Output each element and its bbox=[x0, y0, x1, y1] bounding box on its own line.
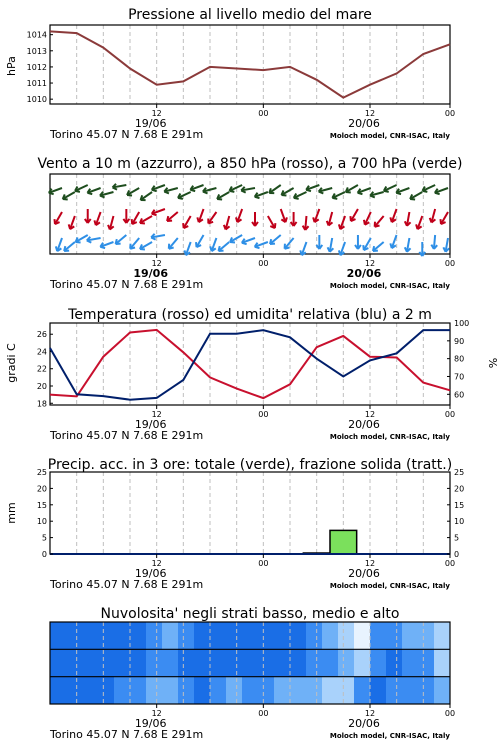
cloud-cell bbox=[98, 677, 115, 704]
cloud-cell bbox=[226, 677, 243, 704]
cloud-cell bbox=[386, 677, 403, 704]
y-tick-label: 18 bbox=[36, 399, 47, 409]
pressure-frame bbox=[50, 25, 450, 104]
x-date-label: 20/06 bbox=[348, 117, 380, 130]
wind-barb bbox=[255, 192, 268, 198]
y-tick-label: 20 bbox=[454, 484, 465, 494]
cloud-cell bbox=[50, 622, 67, 649]
wind-barb bbox=[350, 209, 358, 221]
wind-barb bbox=[300, 242, 306, 255]
cloud-panel bbox=[49, 606, 455, 741]
x-tick-label: 00 bbox=[258, 410, 269, 419]
cloud-cell bbox=[82, 622, 99, 649]
cloud-cell bbox=[354, 677, 371, 704]
x-tick-label: 12 bbox=[364, 559, 376, 568]
wind-barb bbox=[151, 234, 165, 240]
humidity-line bbox=[50, 330, 450, 400]
wind-barb bbox=[384, 185, 397, 192]
wind-barb bbox=[339, 242, 345, 255]
cloud-cell bbox=[322, 622, 339, 649]
cloud-cell bbox=[370, 677, 387, 704]
cloud-cell bbox=[82, 649, 99, 676]
cloud-cell bbox=[226, 622, 243, 649]
temperature-line bbox=[50, 330, 450, 398]
y-tick-label: 5 bbox=[454, 533, 460, 543]
cloud-cell bbox=[258, 677, 275, 704]
wind-barb bbox=[113, 184, 127, 190]
wind-barb bbox=[178, 192, 191, 199]
cloud-cell bbox=[130, 622, 147, 649]
x-tick-label: 00 bbox=[258, 559, 269, 568]
wind-barb bbox=[294, 192, 307, 199]
cloud-cell bbox=[210, 622, 227, 649]
cloud-cell bbox=[242, 677, 259, 704]
cloud-cell bbox=[322, 649, 339, 676]
wind-frame bbox=[50, 174, 450, 254]
wind-barb bbox=[269, 185, 280, 193]
cloud-cell bbox=[434, 649, 451, 676]
wind-barb bbox=[217, 192, 229, 200]
cloud-cell bbox=[370, 622, 387, 649]
x-date-label: 19/06 bbox=[133, 267, 168, 280]
cloud-cell bbox=[178, 649, 195, 676]
wind-barb bbox=[230, 235, 242, 243]
cloud-cell bbox=[306, 649, 323, 676]
precip-panel bbox=[5, 457, 464, 591]
cloud-cell bbox=[50, 677, 67, 704]
wind-barb bbox=[100, 242, 113, 248]
precip-ylabel: mm bbox=[5, 502, 18, 524]
y-tick-label: 10 bbox=[454, 517, 465, 527]
wind-barb bbox=[422, 185, 435, 192]
cloud-cell bbox=[418, 649, 435, 676]
cloud-cell bbox=[354, 649, 371, 676]
cloud-cell bbox=[354, 622, 371, 649]
cloud-cell bbox=[290, 677, 307, 704]
wind-barb bbox=[327, 212, 333, 226]
location-label: Torino 45.07 N 7.68 E 291m bbox=[50, 578, 204, 591]
y-tick-label: 0 bbox=[41, 550, 47, 559]
cloud-cell bbox=[114, 622, 131, 649]
cloud-cell bbox=[130, 649, 147, 676]
wind-barb bbox=[63, 192, 75, 200]
y-tick-label: 20 bbox=[36, 484, 47, 494]
pressure-title: Pressione al livello medio del mare bbox=[128, 7, 372, 23]
wind-barb bbox=[358, 188, 371, 194]
wind-barb bbox=[87, 237, 101, 243]
y-tick-label: 90 bbox=[454, 336, 465, 346]
x-date-label: 20/06 bbox=[348, 717, 380, 730]
x-date-label: 19/06 bbox=[134, 418, 167, 431]
wind-barb bbox=[196, 235, 204, 247]
pressure-panel bbox=[5, 7, 455, 141]
wind-barb bbox=[303, 216, 309, 230]
wind-barb bbox=[373, 242, 384, 251]
cloud-cell bbox=[66, 622, 83, 649]
y-tick-label: 60 bbox=[454, 390, 465, 400]
wind-barb bbox=[185, 242, 191, 255]
wind-barb bbox=[316, 235, 322, 249]
wind-barb bbox=[370, 192, 384, 198]
cloud-cell bbox=[402, 649, 419, 676]
x-date-label: 19/06 bbox=[134, 117, 167, 130]
cloud-cell bbox=[418, 677, 435, 704]
wind-barb bbox=[268, 216, 276, 228]
wind-barb bbox=[169, 238, 178, 249]
cloud-cell bbox=[130, 677, 147, 704]
x-tick-label: 00 bbox=[444, 709, 456, 718]
model-credit: Moloch model, CNR-ISAC, Italy bbox=[329, 132, 450, 140]
x-tick-label: 00 bbox=[444, 109, 456, 118]
wind-barb bbox=[54, 212, 62, 224]
wind-barb bbox=[76, 235, 88, 243]
wind-barb bbox=[390, 235, 396, 248]
wind-barb bbox=[410, 192, 422, 200]
humidity-ylabel: % bbox=[486, 357, 499, 369]
location-label: Torino 45.07 N 7.68 E 291m bbox=[50, 728, 204, 741]
cloud-cell bbox=[50, 649, 67, 676]
wind-barb bbox=[405, 212, 411, 226]
x-date-label: 20/06 bbox=[348, 418, 380, 431]
wind-barb bbox=[183, 216, 191, 228]
wind-barb bbox=[94, 212, 100, 225]
wind-barb bbox=[291, 212, 297, 226]
y-tick-label: 24 bbox=[36, 347, 47, 357]
wind-barb bbox=[281, 209, 287, 222]
wind-barb bbox=[64, 242, 75, 251]
cloud-cell bbox=[386, 622, 403, 649]
y-tick-label: 1011 bbox=[26, 79, 47, 89]
cloud-cell bbox=[274, 622, 291, 649]
wind-barb bbox=[242, 238, 255, 244]
wind-barb bbox=[152, 209, 165, 215]
cloud-cell bbox=[146, 622, 163, 649]
cloud-cell bbox=[114, 677, 131, 704]
wind-barb bbox=[164, 188, 178, 194]
wind-barb bbox=[416, 216, 422, 229]
cloud-cell bbox=[66, 649, 83, 676]
location-label: Torino 45.07 N 7.68 E 291m bbox=[50, 278, 204, 291]
y-tick-label: 1013 bbox=[26, 46, 47, 56]
cloud-cell bbox=[162, 649, 179, 676]
wind-barb bbox=[270, 235, 281, 244]
cloud-cell bbox=[98, 649, 115, 676]
wind-title: Vento a 10 m (azzurro), a 850 hPa (rosso), a 700 hPa (verde) bbox=[37, 156, 463, 172]
wind-barb bbox=[141, 192, 152, 200]
cloud-cell bbox=[434, 677, 451, 704]
wind-barb bbox=[306, 185, 319, 191]
y-tick-label: 80 bbox=[454, 354, 465, 364]
temp-title: Temperatura (rosso) ed umidita' relativa (blu) a 2 m bbox=[68, 307, 432, 323]
y-tick-label: 22 bbox=[36, 364, 47, 374]
y-tick-label: 10 bbox=[36, 517, 47, 527]
cloud-cell bbox=[210, 677, 227, 704]
wind-barb bbox=[130, 238, 139, 249]
cloud-cell bbox=[178, 622, 195, 649]
wind-barb bbox=[319, 188, 333, 194]
cloud-cell bbox=[114, 649, 131, 676]
cloud-cell bbox=[418, 622, 435, 649]
x-tick-label: 12 bbox=[364, 109, 376, 118]
x-date-label: 19/06 bbox=[134, 717, 167, 730]
wind-barb bbox=[431, 235, 437, 249]
wind-barb bbox=[375, 216, 384, 227]
cloud-cell bbox=[98, 622, 115, 649]
y-tick-label: 15 bbox=[454, 500, 465, 510]
x-tick-label: 00 bbox=[444, 559, 456, 568]
cloud-cell bbox=[226, 649, 243, 676]
wind-barb bbox=[405, 238, 411, 252]
temp-ylabel: gradi C bbox=[5, 343, 18, 383]
location-label: Torino 45.07 N 7.68 E 291m bbox=[50, 128, 204, 141]
cloud-cell bbox=[242, 622, 259, 649]
cloud-cell bbox=[66, 677, 83, 704]
cloud-cell bbox=[194, 622, 211, 649]
y-tick-label: 20 bbox=[36, 382, 47, 392]
wind-barb bbox=[190, 185, 203, 191]
wind-barb bbox=[252, 212, 258, 226]
wind-barb bbox=[87, 188, 100, 194]
wind-barb bbox=[224, 216, 230, 230]
model-credit: Moloch model, CNR-ISAC, Italy bbox=[329, 732, 450, 740]
wind-barb bbox=[339, 216, 345, 229]
x-tick-label: 00 bbox=[444, 259, 456, 268]
cloud-cell bbox=[274, 677, 291, 704]
wind-barb bbox=[328, 238, 334, 252]
temp-humidity-panel bbox=[5, 307, 499, 442]
cloud-cell bbox=[194, 649, 211, 676]
cloud-cell bbox=[290, 649, 307, 676]
cloud-cell bbox=[338, 677, 355, 704]
y-tick-label: 1010 bbox=[26, 95, 47, 105]
x-tick-label: 00 bbox=[258, 259, 269, 268]
wind-barb bbox=[123, 209, 129, 223]
cloud-cell bbox=[242, 649, 259, 676]
wind-barb bbox=[127, 188, 139, 196]
cloud-cell bbox=[322, 677, 339, 704]
cloud-cell bbox=[162, 677, 179, 704]
cloud-cell bbox=[258, 649, 275, 676]
wind-barb bbox=[440, 212, 448, 224]
model-credit: Moloch model, CNR-ISAC, Italy bbox=[329, 582, 450, 590]
x-tick-label: 00 bbox=[258, 109, 269, 118]
cloud-cell bbox=[402, 677, 419, 704]
wind-barb bbox=[390, 209, 396, 222]
wind-barb bbox=[197, 209, 203, 222]
model-credit: Moloch model, CNR-ISAC, Italy bbox=[329, 282, 450, 290]
wind-barb bbox=[49, 188, 62, 194]
wind-barb bbox=[229, 185, 242, 192]
x-tick-label: 12 bbox=[364, 410, 376, 419]
x-date-label: 20/06 bbox=[348, 567, 380, 580]
cloud-cell bbox=[338, 622, 355, 649]
wind-barb bbox=[108, 216, 114, 230]
x-tick-label: 12 bbox=[151, 109, 162, 118]
wind-barb bbox=[140, 216, 152, 224]
y-tick-label: 1014 bbox=[26, 30, 47, 40]
cloud-cell bbox=[434, 622, 451, 649]
cloud-cell bbox=[178, 677, 195, 704]
wind-barb bbox=[100, 192, 114, 198]
x-tick-label: 12 bbox=[151, 410, 162, 419]
x-tick-label: 12 bbox=[364, 709, 376, 718]
cloud-cell bbox=[370, 649, 387, 676]
y-tick-label: 5 bbox=[41, 533, 47, 543]
cloud-title: Nuvolosita' negli strati basso, medio e alto bbox=[100, 606, 400, 622]
x-tick-label: 12 bbox=[151, 259, 162, 268]
wind-barb bbox=[435, 188, 448, 194]
y-tick-label: 15 bbox=[36, 500, 47, 510]
precip-bar bbox=[330, 530, 357, 554]
wind-barb bbox=[219, 242, 230, 251]
wind-barb bbox=[56, 238, 62, 251]
wind-barb bbox=[346, 185, 358, 193]
cloud-cell bbox=[162, 622, 179, 649]
cloud-cell bbox=[402, 622, 419, 649]
x-tick-label: 12 bbox=[364, 259, 376, 268]
wind-barb bbox=[355, 235, 361, 249]
wind-barb bbox=[75, 185, 88, 192]
wind-barb bbox=[281, 188, 293, 196]
y-tick-label: 0 bbox=[454, 550, 460, 559]
x-tick-label: 00 bbox=[444, 410, 456, 419]
wind-barb bbox=[419, 242, 425, 256]
cloud-cell bbox=[306, 677, 323, 704]
precip-frame bbox=[50, 472, 450, 554]
y-tick-label: 26 bbox=[36, 330, 47, 340]
y-tick-label: 25 bbox=[36, 468, 47, 477]
x-tick-label: 00 bbox=[258, 709, 269, 718]
x-date-label: 19/06 bbox=[134, 567, 167, 580]
wind-panel bbox=[37, 156, 462, 291]
pressure-series-line bbox=[50, 31, 450, 97]
wind-barb bbox=[132, 212, 140, 224]
wind-barb bbox=[255, 242, 268, 248]
y-tick-label: 25 bbox=[454, 468, 465, 477]
precip-title: Precip. acc. in 3 ore: totale (verde), frazione solida (tratt.) bbox=[47, 457, 453, 473]
wind-barb bbox=[396, 188, 409, 194]
x-tick-label: 12 bbox=[151, 709, 162, 718]
y-tick-label: 1012 bbox=[26, 62, 47, 72]
wind-barb bbox=[167, 212, 178, 221]
wind-barb bbox=[285, 238, 294, 249]
cloud-cell bbox=[82, 677, 99, 704]
cloud-cell bbox=[290, 622, 307, 649]
wind-barb bbox=[241, 187, 255, 193]
wind-barb bbox=[430, 209, 436, 223]
x-date-label: 20/06 bbox=[346, 267, 382, 280]
cloud-cell bbox=[386, 649, 403, 676]
cloud-cell bbox=[274, 649, 291, 676]
wind-barb bbox=[69, 216, 75, 229]
y-tick-label: 70 bbox=[454, 372, 465, 382]
wind-barb bbox=[85, 209, 91, 223]
cloud-cell bbox=[146, 649, 163, 676]
wind-barb bbox=[152, 185, 165, 191]
pressure-ylabel: hPa bbox=[5, 56, 18, 76]
wind-barb bbox=[210, 238, 216, 251]
location-label: Torino 45.07 N 7.68 E 291m bbox=[50, 429, 204, 442]
cloud-cell bbox=[146, 677, 163, 704]
cloud-cell bbox=[306, 622, 323, 649]
cloud-cell bbox=[210, 649, 227, 676]
cloud-cell bbox=[194, 677, 211, 704]
wind-barb bbox=[116, 235, 127, 244]
wind-barb bbox=[443, 238, 449, 252]
cloud-cell bbox=[338, 649, 355, 676]
wind-barb bbox=[140, 242, 152, 250]
y-tick-label: 100 bbox=[454, 319, 470, 328]
cloud-cell bbox=[258, 622, 275, 649]
x-tick-label: 12 bbox=[151, 559, 162, 568]
model-credit: Moloch model, CNR-ISAC, Italy bbox=[329, 433, 450, 441]
